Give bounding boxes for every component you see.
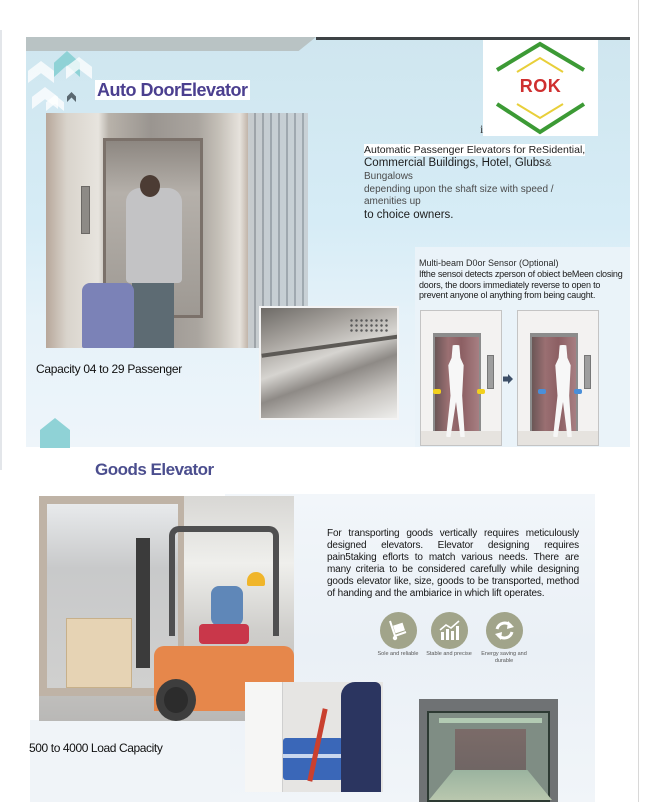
person-legs bbox=[132, 278, 174, 348]
sensor-beam-icon bbox=[538, 389, 546, 394]
person-jacket bbox=[126, 188, 182, 283]
ceiling-light bbox=[439, 718, 542, 723]
feature-energy-saving bbox=[478, 612, 530, 665]
driver-hard-hat bbox=[247, 572, 265, 586]
feature-label: Stable and precise bbox=[426, 651, 472, 657]
logo-mark: i bbox=[480, 122, 484, 136]
description-line: depending upon the shaft size with speed / amenities up bbox=[364, 183, 554, 207]
goods-elevator-photo bbox=[419, 699, 558, 802]
worker-pallet-jack-photo bbox=[245, 682, 383, 792]
cabin-vent bbox=[349, 318, 389, 334]
floor bbox=[518, 431, 599, 445]
feature-stable-precise bbox=[423, 612, 475, 658]
hand-truck-icon bbox=[380, 612, 417, 649]
title-part-2: Elevator bbox=[180, 80, 248, 100]
person-head bbox=[140, 175, 160, 197]
elevator-cabin-photo bbox=[259, 306, 399, 420]
chevron-decoration-icon bbox=[28, 61, 54, 83]
call-button-panel bbox=[81, 186, 90, 234]
auto-door-elevator-title bbox=[95, 80, 250, 100]
passenger-elevator-description bbox=[364, 144, 596, 221]
logo-text: ROK bbox=[519, 76, 562, 96]
wooden-crate bbox=[66, 618, 132, 688]
sensor-demo-before bbox=[420, 310, 502, 446]
forklift-wheel bbox=[156, 679, 196, 721]
description-line: Commercial Buildings, Hotel, Glubs bbox=[364, 156, 545, 169]
sensor-demo-after bbox=[517, 310, 599, 446]
page-left-edge bbox=[0, 30, 2, 470]
feature-label: Sole and reliable bbox=[377, 651, 419, 657]
feature-safe-reliable bbox=[372, 612, 424, 658]
recycle-arrows-icon bbox=[486, 612, 523, 649]
sensor-title: Multi-beam D0or Sensor (Optional) bbox=[419, 258, 559, 268]
forklift-mast bbox=[136, 538, 150, 668]
sensor-beam-icon bbox=[433, 389, 441, 394]
goods-panel-background bbox=[30, 720, 230, 802]
sensor-beam-icon bbox=[477, 389, 485, 394]
sensor-description: Ifthe sensoi detects zperson of obiect beMeen closing doors, the doors immediately reverse to open to prevent anyone ol anything from being caught. bbox=[419, 269, 623, 300]
title-part-1: Auto Door bbox=[97, 80, 181, 100]
driver-legs bbox=[199, 624, 249, 644]
small-chevron-icon bbox=[67, 92, 76, 102]
passenger-capacity: Capacity 04 to 29 Passenger bbox=[36, 362, 182, 376]
feature-label: Energy saving and durable bbox=[481, 651, 527, 664]
page-right-edge bbox=[638, 0, 639, 802]
call-button-panel bbox=[487, 355, 494, 389]
elevator-car bbox=[427, 711, 550, 802]
rok-logo bbox=[483, 40, 598, 136]
description-line: & Bungalows bbox=[364, 157, 552, 182]
suitcase bbox=[82, 283, 134, 348]
description-line: to choice owners. bbox=[364, 208, 454, 221]
goods-load-capacity: 500 to 4000 Load Capacity bbox=[29, 741, 163, 755]
sensor-beam-icon bbox=[574, 389, 582, 394]
goods-elevator-title: Goods Elevator bbox=[95, 460, 214, 479]
call-button-panel bbox=[584, 355, 591, 389]
driver bbox=[211, 586, 243, 626]
cabin-ceiling-beam bbox=[261, 334, 399, 357]
growth-chart-icon bbox=[431, 612, 468, 649]
wall bbox=[245, 682, 283, 792]
worker bbox=[341, 682, 381, 792]
description-line: Automatic Passenger Elevators for ReSidential, bbox=[364, 144, 586, 156]
goods-elevator-description: For transporting goods vertically requires meticulously designed elevators. Elevator designing requires pain5taking eflorts to match various needs. There are many criteria to be considered carefully while designing goods elevator like, size, goods to be transported, method of handing and the ambiarice in which lift operates. bbox=[327, 528, 579, 599]
rear-wall bbox=[455, 729, 526, 773]
decorative-top-band bbox=[26, 37, 316, 51]
car-floor bbox=[429, 770, 552, 800]
